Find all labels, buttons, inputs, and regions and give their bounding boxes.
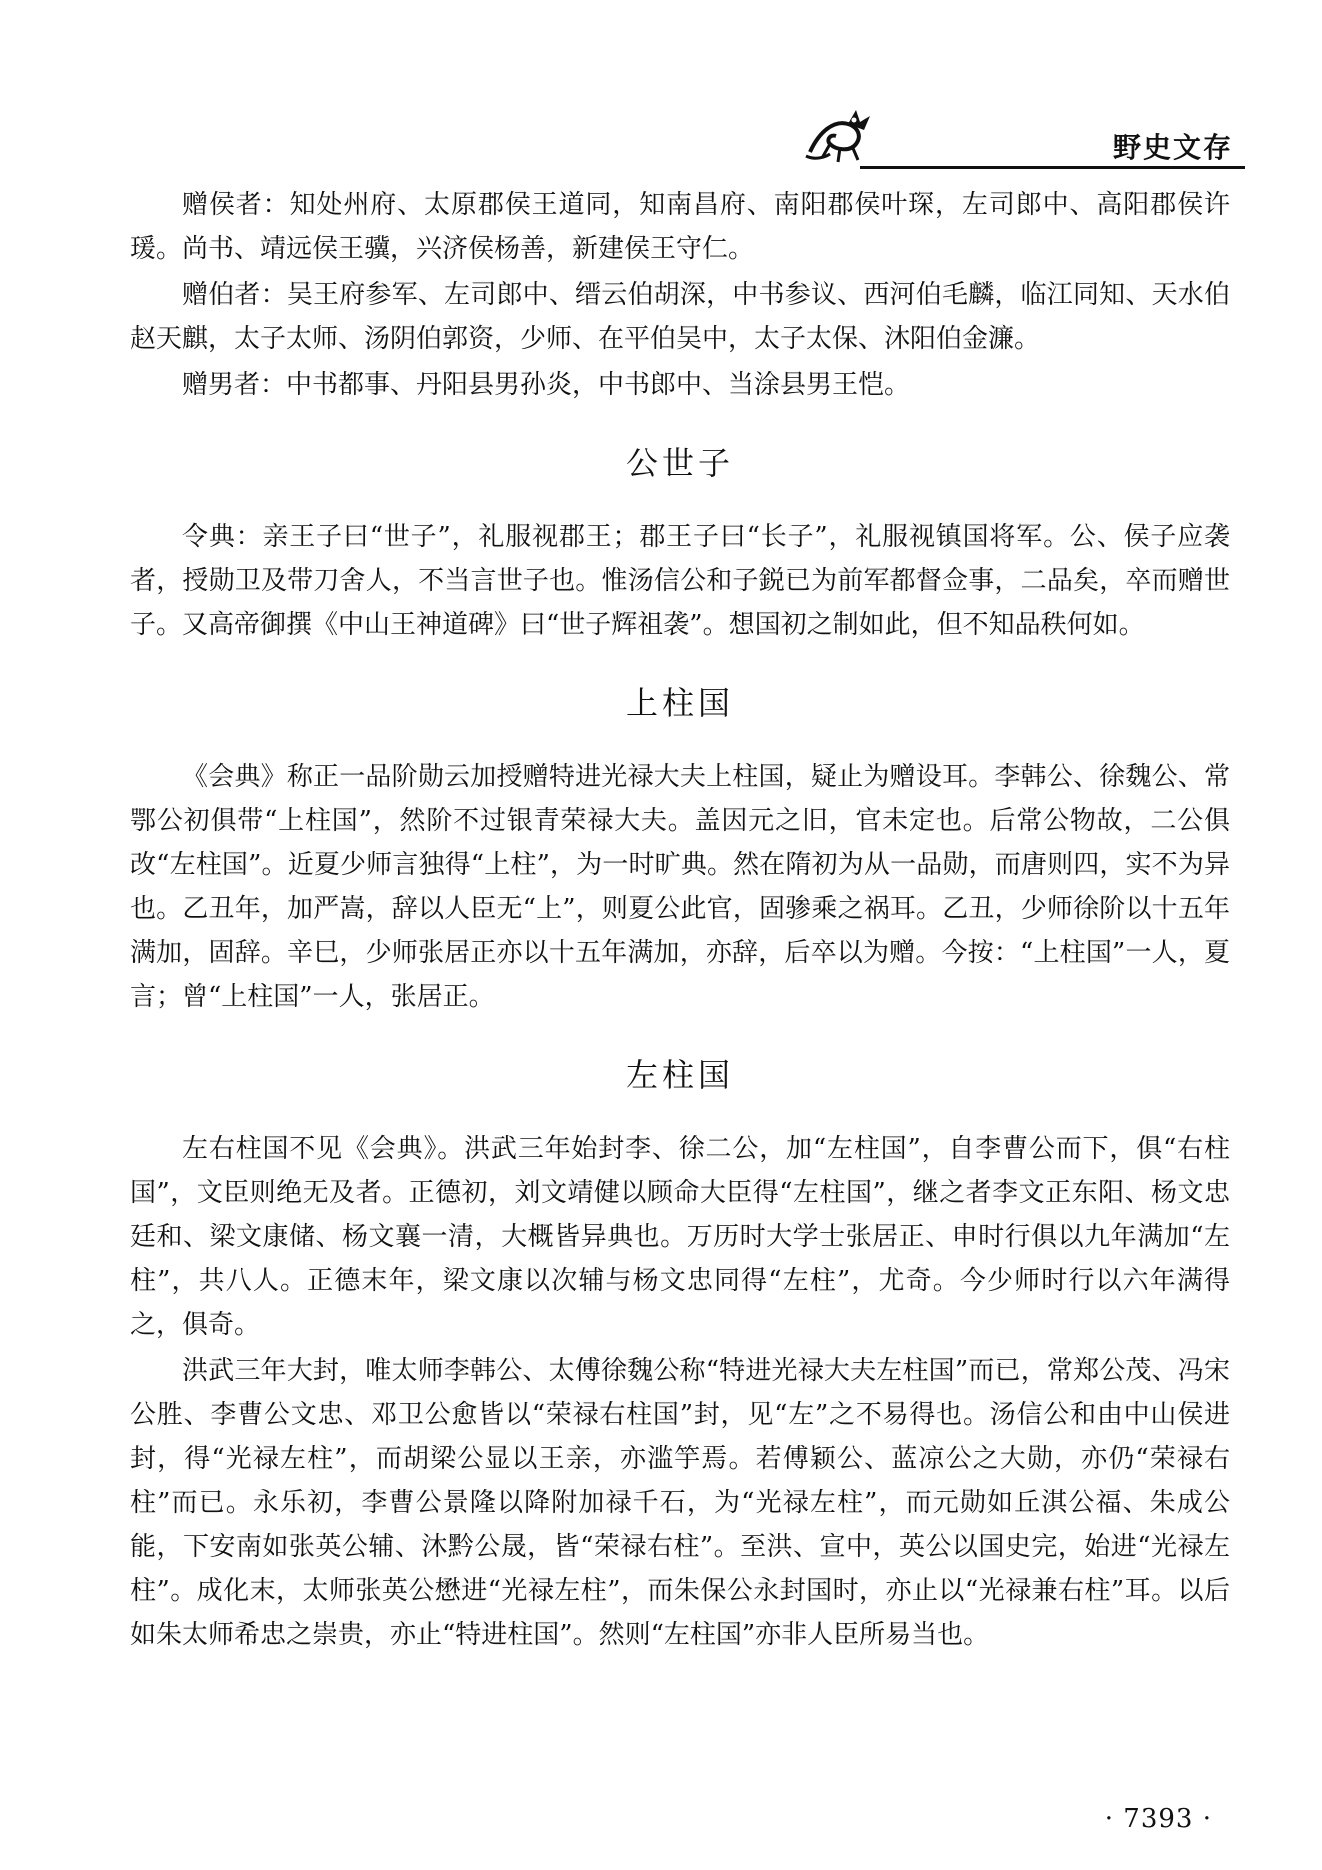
page-number: · 7393 · (1104, 1804, 1212, 1834)
paragraph: 赠男者：中书都事、丹阳县男孙炎，中书郎中、当涂县男王恺。 (182, 370, 911, 400)
running-head: 野史文存 (1112, 131, 1233, 164)
paragraph: 令典：亲王子曰“世子”，礼服视郡王；郡王子曰“长子”，礼服视镇国将军。公、侯子应袭者，授勋卫及带刀舍人，不当言世子也。惟汤信公和子鋭已为前军都督佥事，二品矣，卒而赠世子。又高帝御撰《中山王神道碑》曰“世子辉祖袭”。想国初之制如此，但不知品秩何如。 (130, 522, 1230, 640)
section-heading: 上柱国 (625, 684, 734, 722)
page-header (800, 100, 1245, 170)
section-shang-zhuguo (130, 683, 1230, 1019)
paragraph: 《会典》称正一品阶勋云加授赠特进光禄大夫上柱国，疑止为赠设耳。李韩公、徐魏公、常鄂公初俱带“上柱国”，然阶不过银青荣禄大夫。盖因元之旧，官未定也。后常公物故，二公俱改“左柱国”。近夏少师言独得“上柱”，为一时旷典。然在隋初为从一品勋，而唐则四，实不为异也。乙丑年，加严嵩，辞以人臣无“上”，则夏公此官，固骖乘之祸耳。乙丑，少师徐阶以十五年满加，固辞。辛巳，少师张居正亦以十五年满加，亦辞，后卒以为赠。今按：“上柱国”一人，夏言；曾“上柱国”一人，张居正。 (130, 762, 1230, 1012)
paragraph: 左右柱国不见《会典》。洪武三年始封李、徐二公，加“左柱国”，自李曹公而下，俱“右柱国”，文臣则绝无及者。正德初，刘文靖健以顾命大臣得“左柱国”，继之者李文正东阳、杨文忠廷和、梁文康储、杨文襄一清，大概皆异典也。万历时大学士张居正、申时行俱以九年满加“左柱”，共八人。正德末年，梁文康以次辅与杨文忠同得“左柱”，尤奇。今少师时行以六年满得之，俱奇。 (130, 1134, 1230, 1340)
section-intro (130, 183, 1230, 407)
paragraph: 赠伯者：吴王府参军、左司郎中、缙云伯胡深，中书参议、西河伯毛麟，临江同知、天水伯赵天麒，太子太师、汤阴伯郭资，少师、在平伯吴中，太子太保、沐阳伯金濂。 (130, 280, 1230, 354)
section-zuo-zhuguo (130, 1055, 1230, 1657)
paragraph: 赠侯者：知处州府、太原郡侯王道同，知南昌府、南阳郡侯叶琛，左司郎中、高阳郡侯许瑗。尚书、靖远侯王骥，兴济侯杨善，新建侯王守仁。 (130, 190, 1230, 264)
page-body (130, 183, 1230, 1659)
section-heading: 左柱国 (625, 1056, 734, 1094)
header-rule (860, 166, 1245, 169)
section-gong-shizi (130, 443, 1230, 647)
section-heading: 公世子 (625, 444, 734, 482)
dragon-logo-icon (800, 100, 880, 170)
paragraph: 洪武三年大封，唯太师李韩公、太傅徐魏公称“特进光禄大夫左柱国”而已，常郑公茂、冯宋公胜、李曹公文忠、邓卫公愈皆以“荣禄右柱国”封，见“左”之不易得也。汤信公和由中山侯进封，得“光禄左柱”，而胡梁公显以王亲，亦滥竽焉。若傅颖公、蓝凉公之大勋，亦仍“荣禄右柱”而已。永乐初，李曹公景隆以降附加禄千石，为“光禄左柱”，而元勋如丘淇公福、朱成公能，下安南如张英公辅、沐黔公晟，皆“荣禄右柱”。至洪、宣中，英公以国史完，始进“光禄左柱”。成化末，太师张英公懋进“光禄左柱”，而朱保公永封国时，亦止以“光禄兼右柱”耳。以后如朱太师希忠之崇贵，亦止“特进柱国”。然则“左柱国”亦非人臣所易当也。 (130, 1356, 1230, 1650)
